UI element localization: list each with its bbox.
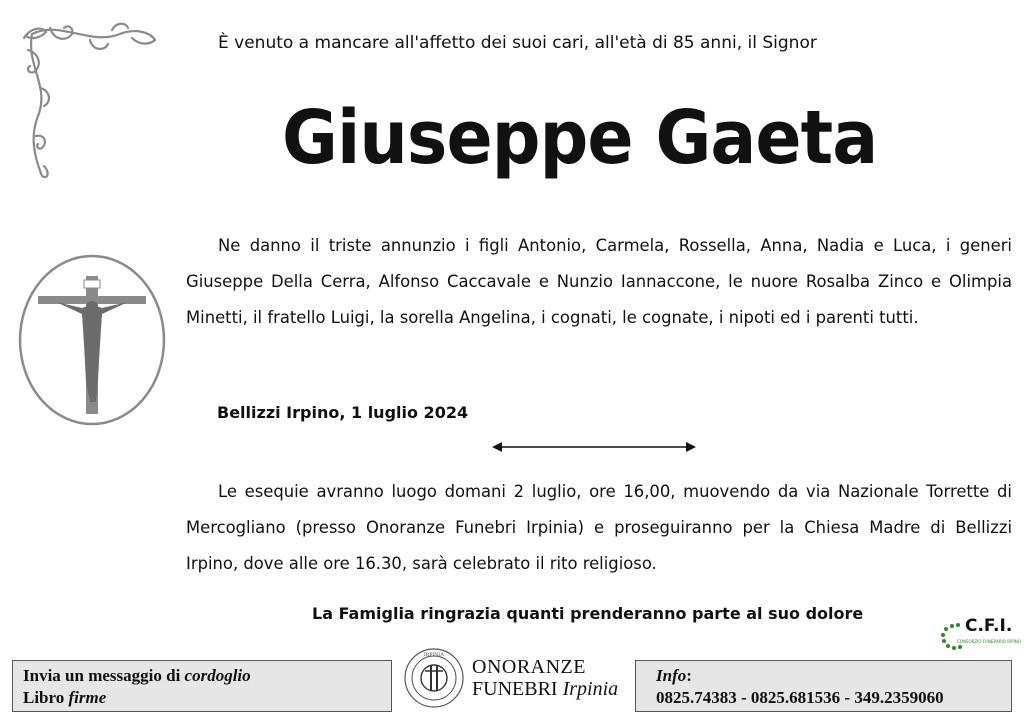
firm-name-emph: Irpinia [562,678,619,700]
firm-name-line2 [472,678,618,701]
announcement-paragraph: Ne danno il triste annunzio i figli Antonio, Carmela, Rossella, Anna, Nadia e Luca, i generi Giuseppe Della Cerra, Alfonso Caccavale e Nunzio Iannaccone, le nuore Rosalba Zinco e Olimpia Minetti, il fratello Luigi, la sorella Angelina, i cognati, le cognate, i nipoti ed i parenti tutti. [186,236,1012,327]
info-box [635,660,1012,712]
firm-seal-text: IRPINIA [423,652,445,658]
send-condolence-link[interactable] [23,665,381,687]
firm-seal-logo-icon [403,647,465,709]
info-label-row [656,665,991,687]
intro-text: È venuto a mancare all'affetto dei suoi cari, all'età di 85 anni, il Signor [218,33,817,53]
funeral-paragraph: Le esequie avranno luogo domani 2 luglio, ore 16,00, muovendo da via Nazionale Torrette di Mercogliano (presso Onoranze Funebri Irpinia) e proseguiranno per la Chiesa Madre di Bellizzi Irpino, dove alle ore 16.30, sarà celebrato il rito religioso. [186,482,1012,573]
guestbook-label: Libro [23,688,69,707]
firm-name-prefix: FUNEBRI [472,678,563,700]
double-arrow-separator-icon [490,440,698,454]
guestbook-link[interactable] [23,687,381,709]
cfi-tagline: CONSORZIO FUNERARIO IRPINO [957,639,1021,644]
floral-corner-ornament-icon [20,16,160,186]
send-message-label: Invia un messaggio di [23,666,185,685]
deceased-name: Giuseppe Gaeta [282,95,878,181]
cfi-logo-text: C.F.I. [965,616,1013,636]
place-date: Bellizzi Irpino, 1 luglio 2024 [217,403,469,422]
phone-numbers[interactable]: 0825.74383 - 0825.681536 - 349.2359060 [656,688,944,707]
crucifix-icon [16,252,168,428]
condolence-box[interactable] [12,660,392,712]
info-colon: : [686,666,692,685]
family-thanks: La Famiglia ringrazia quanti prenderanno parte al suo dolore [312,604,864,623]
condolence-word: cordoglio [184,666,251,685]
firm-name-line1: ONORANZE [472,656,586,678]
signatures-word: firme [68,688,107,707]
info-label: Info [656,666,687,685]
